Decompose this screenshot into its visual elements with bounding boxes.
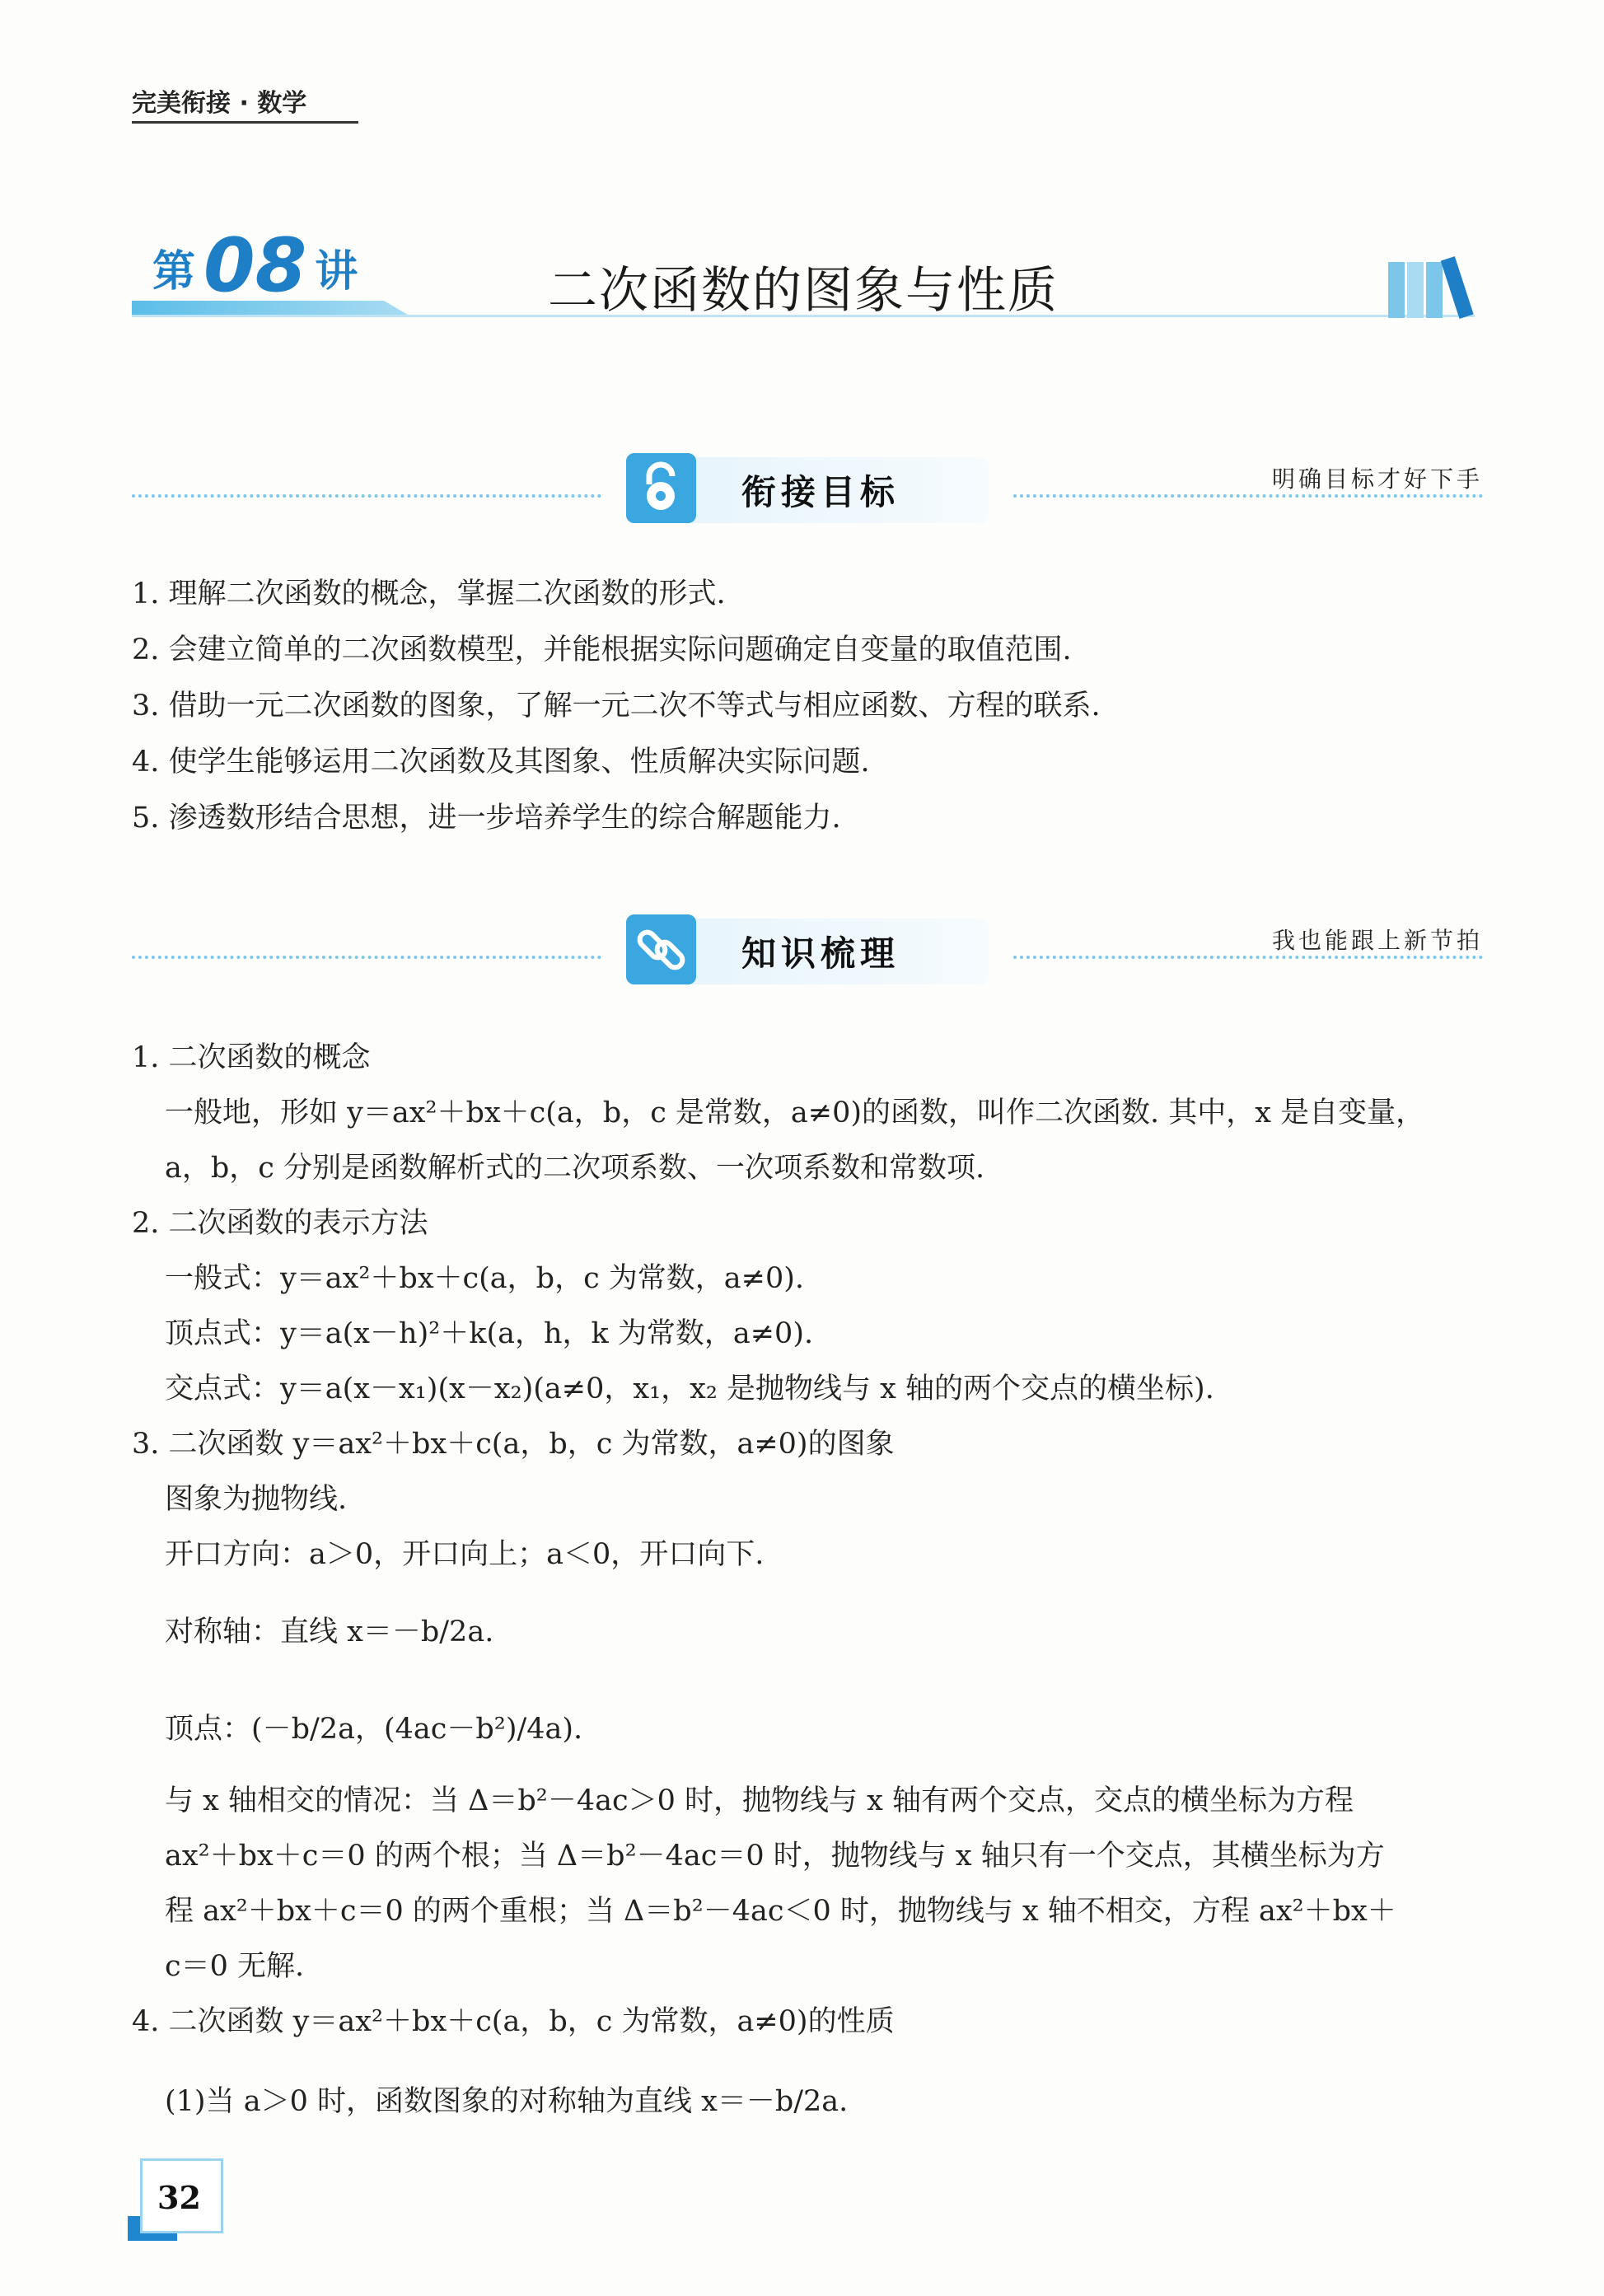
lecture-number-value: 08 [203,222,307,309]
page-number: 32 [157,2179,201,2216]
goal-item-4: 4. 使学生能够运用二次函数及其图象、性质解决实际问题. [132,746,870,779]
knowledge-line: 对称轴：直线 x＝－b/2a. [165,1616,494,1648]
knowledge-line: 3. 二次函数 y＝ax²＋bx＋c(a，b，c 为常数，a≠0)的图象 [132,1428,895,1461]
knowledge-line: 图象为抛物线. [165,1483,348,1516]
knowledge-line: a，b，c 分别是函数解析式的二次项系数、一次项系数和常数项. [165,1152,985,1185]
knowledge-line: 与 x 轴相交的情况：当 Δ＝b²－4ac＞0 时，抛物线与 x 轴有两个交点，交点的横坐标为方程 [165,1784,1354,1817]
dotted-divider [132,956,601,959]
knowledge-line: 1. 二次函数的概念 [132,1041,371,1074]
book-title: 完美衔接 · 数学 [132,89,307,118]
section-goals-header [132,453,1483,527]
lecture-title: 二次函数的图象与性质 [548,262,1059,320]
dotted-divider [132,494,601,498]
knowledge-line: c＝0 无解. [165,1950,305,1983]
lock-icon [626,453,696,523]
knowledge-line: 程 ax²＋bx＋c＝0 的两个重根；当 Δ＝b²－4ac＜0 时，抛物线与 x 轴不相交，方程 ax²＋bx＋ [165,1895,1396,1928]
knowledge-line: 一般地，形如 y＝ax²＋bx＋c(a，b，c 是常数，a≠0)的函数，叫作二次函数. 其中，x 是自变量， [165,1097,1425,1129]
knowledge-line: 顶点式：y＝a(x－h)²＋k(a，h，k 为常数，a≠0). [165,1317,814,1350]
knowledge-line: 一般式：y＝ax²＋bx＋c(a，b，c 为常数，a≠0). [165,1262,805,1295]
dotted-divider [1013,956,1483,959]
link-icon [626,914,696,984]
lecture-suffix: 讲 [315,247,358,297]
knowledge-line: 4. 二次函数 y＝ax²＋bx＋c(a，b，c 为常数，a≠0)的性质 [132,2005,895,2038]
knowledge-line: 顶点：(－b/2a，(4ac－b²)/4a). [165,1713,583,1746]
section-knowledge-title: 知识梳理 [741,933,900,974]
section-goals-title: 衔接目标 [741,472,900,512]
goal-item-3: 3. 借助一元二次函数的图象，了解一元二次不等式与相应函数、方程的联系. [132,690,1101,722]
knowledge-line: 开口方向：a＞0，开口向上；a＜0，开口向下. [165,1538,765,1571]
books-icon [1384,255,1475,321]
header-rule [132,121,358,124]
knowledge-line: ax²＋bx＋c＝0 的两个根；当 Δ＝b²－4ac＝0 时，抛物线与 x 轴只有一个交点，其横坐标为方 [165,1840,1385,1873]
knowledge-line: (1)当 a＞0 时，函数图象的对称轴为直线 x＝－b/2a. [165,2085,849,2118]
lecture-number [152,222,358,309]
goal-item-5: 5. 渗透数形结合思想，进一步培养学生的综合解题能力. [132,802,841,835]
goal-item-2: 2. 会建立简单的二次函数模型，并能根据实际问题确定自变量的取值范围. [132,634,1072,666]
section-knowledge-motto: 我也能跟上新节拍 [1271,927,1483,954]
section-knowledge-header [132,914,1483,989]
goal-item-1: 1. 理解二次函数的概念，掌握二次函数的形式. [132,578,726,610]
lecture-prefix: 第 [152,247,196,297]
knowledge-line: 2. 二次函数的表示方法 [132,1207,428,1240]
section-goals-motto: 明确目标才好下手 [1271,465,1483,493]
dotted-divider [1013,494,1483,498]
knowledge-line: 交点式：y＝a(x－x₁)(x－x₂)(a≠0，x₁，x₂ 是抛物线与 x 轴的两个交点的横坐标). [165,1372,1214,1405]
